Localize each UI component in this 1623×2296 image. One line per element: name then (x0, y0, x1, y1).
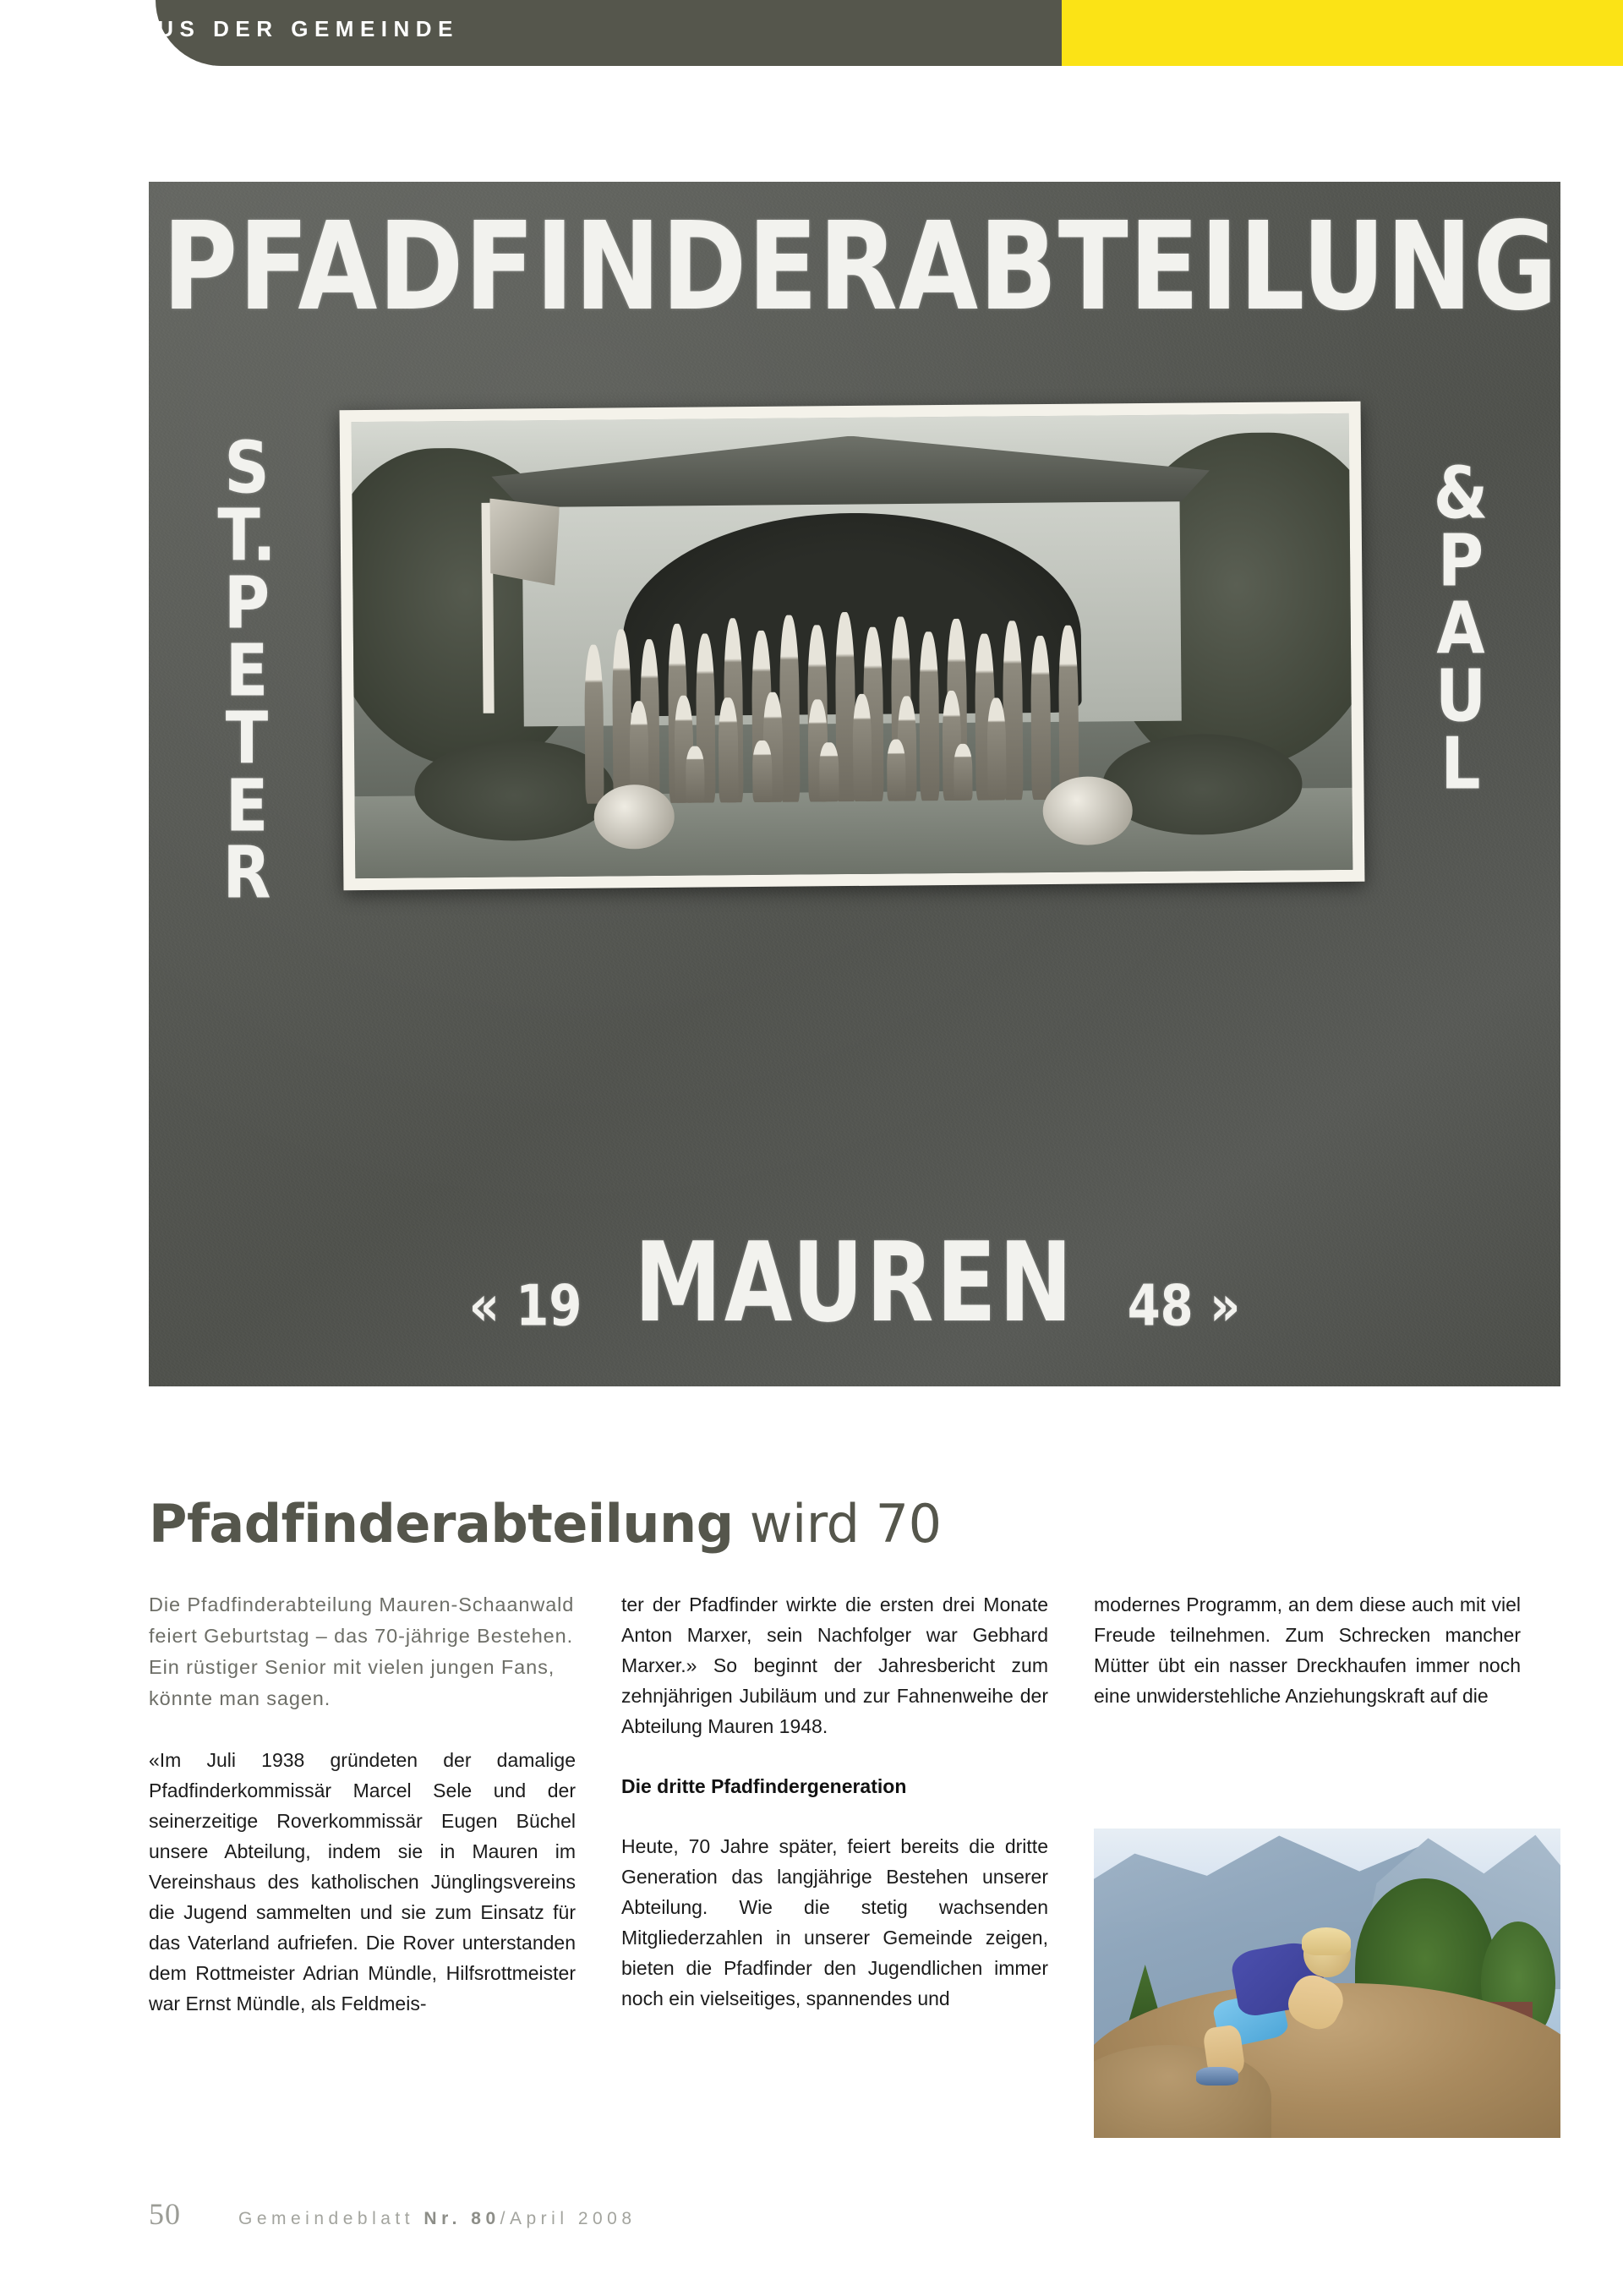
album-title-lettering: PFADFINDERABTEILUNG (162, 194, 1559, 338)
footer-publication-info (238, 2209, 637, 2229)
album-right-letter: A (1436, 587, 1487, 671)
album-left-letter: P (223, 561, 272, 646)
album-right-letter: & (1433, 451, 1490, 536)
album-left-letter: T (225, 697, 270, 780)
photo-drum-right (1043, 776, 1134, 845)
album-left-letter: T. (217, 494, 278, 578)
article-column-1 (149, 1589, 576, 2019)
article-body-column-2-bottom: Heute, 70 Jahre später, feiert bereits die dritte Generation das langjährige Bestehen unserer Abteilung. Wie die stetig wachsenden Mitgliederzahlen in unserer Gemeinde zeigen, bieten die Pfadfinder den Jugendlichen immer noch ein vielseitiges, spannendes und (621, 1835, 1048, 2009)
footer-page-number: 50 (149, 2197, 181, 2231)
article-body-column-1: «Im Juli 1938 gründeten der damalige Pfadfinderkommissär Marcel Sele und der seinerzeitige Roverkommissär Eugen Büchel unsere Abteilung, indem sie in Mauren im Vereinshaus des katholischen Jünglingsvereins die Jugend sammelten und sie zum Einsatz für das Vaterland aufriefen. Die Rover unterstanden dem Rottmeister Adrian Mündle, Hilfsrottmeister war Ernst Mündle, als Feldmeis- (149, 1749, 576, 2014)
article-subheading: Die dritte Pfadfindergeneration (621, 1775, 907, 1797)
album-right-letter: P (1437, 519, 1486, 604)
footer-issue-number: Nr. 80 (424, 2209, 500, 2228)
header-category-label: AUS DER GEMEINDE (135, 16, 459, 41)
album-right-vertical-lettering (1398, 451, 1525, 806)
album-right-letter: U (1434, 654, 1489, 739)
article-column-2 (621, 1589, 1048, 2014)
album-year-prefix: « 19 (468, 1273, 582, 1340)
historic-group-photo-image (352, 413, 1353, 878)
page-header (0, 0, 1623, 69)
photo-drum-left (594, 784, 675, 849)
headline-light: wird 70 (733, 1492, 942, 1555)
historic-group-photo-print (340, 402, 1365, 891)
album-right-letter: L (1440, 722, 1483, 806)
album-bottom-lettering (149, 1217, 1560, 1348)
footer-publication-name: Gemeindeblatt (238, 2209, 424, 2228)
album-left-vertical-lettering (184, 426, 311, 916)
album-left-letter: R (222, 831, 273, 916)
page-footer (149, 2196, 637, 2232)
photo-scout-group (572, 543, 1133, 803)
header-accent-block (1059, 0, 1623, 66)
paragraph-spacer (149, 1714, 576, 1745)
article-body-column-2-top: ter der Pfadfinder wirkte die ersten drei Monate Anton Marxer, sein Nachfolger war Gebhard Marxer.» So beginnt der Jahresbericht zum zehnjährigen Jubiläum und zur Fahnenweihe der Abteilung Mauren 1948. (621, 1594, 1048, 1737)
inset-boy-shoe (1196, 2067, 1238, 2086)
inset-boy-hair (1302, 1927, 1351, 1955)
headline-strong: Pfadfinderabteilung (149, 1492, 734, 1555)
article-headline (149, 1493, 942, 1555)
footer-issue-date: /April 2008 (500, 2209, 637, 2228)
scout-album-page-photo (149, 182, 1560, 1386)
article-body-column-3: modernes Programm, an dem diese auch mit viel Freude teilnehmen. Zum Schrecken mancher Mütter übt ein nasser Dreckhaufen immer noch eine unwiderstehliche Anziehungskraft auf die (1094, 1594, 1521, 1707)
paragraph-spacer (621, 1741, 1048, 1772)
album-place-name: MAUREN (634, 1217, 1075, 1348)
paragraph-spacer (621, 1801, 1048, 1831)
album-year-suffix: 48 » (1127, 1273, 1241, 1340)
album-left-letter: S (224, 426, 271, 511)
article-column-3 (1094, 1589, 1521, 1711)
article-lead-paragraph: Die Pfadfinderabteilung Mauren-Schaanwald feiert Geburtstag – das 70-jährige Bestehen. Ein rüstiger Senior mit vielen jungen Fans, könnte man sagen. (149, 1594, 575, 1709)
album-left-letter: E (225, 763, 270, 848)
album-left-letter: E (225, 629, 270, 713)
boy-on-dirt-pile-photo (1094, 1829, 1560, 2138)
